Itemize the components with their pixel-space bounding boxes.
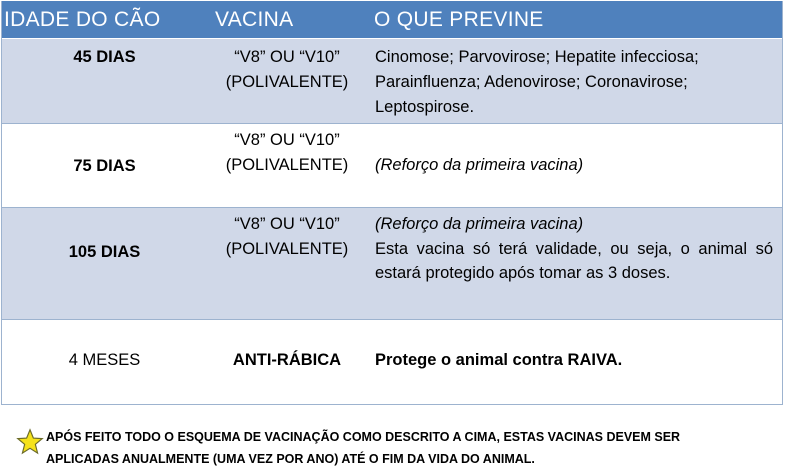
- row-age: 45 DIAS: [73, 48, 136, 66]
- row-age: 75 DIAS: [73, 157, 136, 175]
- row-age: 4 MESES: [68, 351, 141, 369]
- row-prevents-line1: (Reforço da primeira vacina): [375, 215, 584, 233]
- vaccination-table: [1, 1, 783, 405]
- row-vaccine-line1: “V8” OU “V10”: [234, 48, 340, 66]
- row-vaccine-line2: (POLIVALENTE): [225, 240, 349, 258]
- table-row: [2, 38, 782, 123]
- table-row: [2, 123, 782, 207]
- row-vaccine-line1: “V8” OU “V10”: [234, 131, 340, 149]
- footer-text: [46, 426, 680, 470]
- row-prevents-line2: Parainfluenza; Adenovirose; Coronavirose;: [375, 73, 688, 91]
- table-header: [2, 1, 782, 38]
- footer-line2: APLICADAS ANUALMENTE (UMA VEZ POR ANO) ATÉ O FIM DA VIDA DO ANIMAL.: [46, 452, 535, 466]
- row-prevents-line1: Cinomose; Parvovirose; Hepatite infecciosa;: [375, 48, 699, 66]
- row-vaccine-line1: ANTI-RÁBICA: [232, 351, 342, 369]
- row-prevents-line1: Protege o animal contra RAIVA.: [375, 351, 623, 369]
- row-prevents-line2: Esta vacina só terá validade, ou seja, o animal só estará protegido após tomar as 3 doses.: [375, 240, 773, 282]
- header-age: IDADE DO CÃO: [4, 7, 161, 31]
- row-vaccine-line2: (POLIVALENTE): [225, 156, 349, 174]
- row-prevents-line3: Leptospirose.: [375, 98, 475, 116]
- table-row: [2, 319, 782, 404]
- star-icon: [16, 428, 44, 456]
- footer-line1: APÓS FEITO TODO O ESQUEMA DE VACINAÇÃO COMO DESCRITO A CIMA, ESTAS VACINAS DEVEM SER: [46, 430, 681, 444]
- footer-note: [16, 426, 776, 470]
- table-row: [2, 207, 782, 319]
- row-prevents-line1: (Reforço da primeira vacina): [375, 156, 584, 174]
- header-prevents: O QUE PREVINE: [374, 7, 544, 31]
- header-vaccine: VACINA: [215, 7, 294, 31]
- row-vaccine-line1: “V8” OU “V10”: [234, 215, 340, 233]
- row-age: 105 DIAS: [68, 243, 141, 261]
- row-vaccine-line2: (POLIVALENTE): [225, 73, 349, 91]
